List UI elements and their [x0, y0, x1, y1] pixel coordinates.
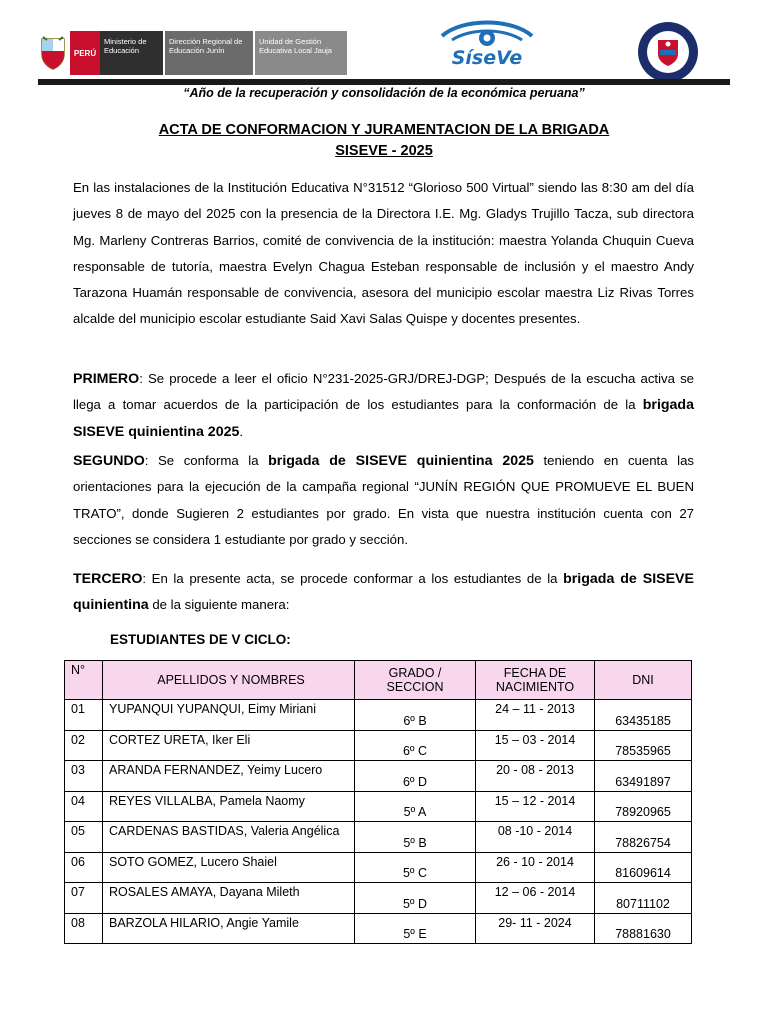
ministerio-label: Ministerio de Educación: [100, 31, 163, 75]
table-header-row: [65, 661, 692, 700]
cell-n: 02: [65, 730, 103, 761]
cell-grado: 5º B: [355, 822, 476, 853]
cell-fecha: 12 – 06 - 2014: [476, 883, 595, 914]
header-grado-line1: GRADO /: [388, 666, 442, 680]
cell-dni: 78920965: [595, 791, 692, 822]
primero-label: PRIMERO: [73, 371, 140, 387]
cell-fecha: 15 – 03 - 2014: [476, 730, 595, 761]
segundo-bold: brigada de SISEVE quinientina 2025: [268, 453, 534, 469]
dre-label: Dirección Regional de Educación Junín: [165, 31, 253, 75]
table-row: [65, 730, 692, 761]
tercero-text-2: de la siguiente manera:: [148, 597, 290, 613]
primero-paragraph: [73, 366, 694, 445]
peru-shield-icon: [38, 31, 68, 75]
cell-grado: 6º D: [355, 761, 476, 792]
table-row: [65, 883, 692, 914]
section-subheading: ESTUDIANTES DE V CICLO:: [110, 632, 291, 647]
cell-dni: 63435185: [595, 700, 692, 731]
header-dni: DNI: [595, 661, 692, 700]
ugel-label: Unidad de Gestión Educativa Local Jauja: [255, 31, 347, 75]
cell-name: ARANDA FERNANDEZ, Yeimy Lucero: [103, 761, 355, 792]
table-row: [65, 852, 692, 883]
cell-name: YUPANQUI YUPANQUI, Eimy Miriani: [103, 700, 355, 731]
table-row: [65, 913, 692, 944]
cell-n: 05: [65, 822, 103, 853]
minedu-logo: [38, 31, 347, 75]
cell-name: BARZOLA HILARIO, Angie Yamile: [103, 913, 355, 944]
cell-grado: 6º B: [355, 700, 476, 731]
header-fecha-line2: NACIMIENTO: [495, 680, 575, 694]
cell-grado: 5º C: [355, 852, 476, 883]
cell-grado: 5º A: [355, 791, 476, 822]
cell-grado: 5º E: [355, 913, 476, 944]
letterhead: [38, 28, 730, 82]
header-fecha-line1: FECHA DE: [503, 666, 567, 680]
tercero-bold: brigada de SISEVE quinientina: [73, 571, 694, 614]
cell-n: 07: [65, 883, 103, 914]
header-grado: [355, 661, 476, 700]
table-row: [65, 822, 692, 853]
cell-dni: 78535965: [595, 730, 692, 761]
tercero-text-1: : En la presente acta, se procede conformar a los estudiantes de la: [142, 571, 564, 586]
table-row: [65, 700, 692, 731]
cell-n: 04: [65, 791, 103, 822]
cell-fecha: 24 – 11 - 2013: [476, 700, 595, 731]
siseve-wordmark: SíseVe: [451, 47, 523, 69]
cell-fecha: 15 – 12 - 2014: [476, 791, 595, 822]
year-motto: “Año de la recuperación y consolidación de la económica peruana”: [183, 86, 585, 100]
cell-name: SOTO GOMEZ, Lucero Shaiel: [103, 852, 355, 883]
header-n: N°: [65, 661, 103, 700]
segundo-paragraph: [73, 448, 694, 553]
cell-n: 01: [65, 700, 103, 731]
header-fecha: [476, 661, 595, 700]
school-seal-icon: [636, 20, 700, 84]
header-name: APELLIDOS Y NOMBRES: [103, 661, 355, 700]
header-rule: [38, 79, 730, 85]
title-line-2: SISEVE - 2025: [335, 143, 433, 159]
document-title: [0, 120, 768, 162]
table-row: [65, 791, 692, 822]
primero-text: : Se procede a leer el oficio N°231-2025-GRJ/DREJ-DGP; Después de la escucha activa se llega a tomar acuerdos de la participación de los estudiantes para la conformación de la: [73, 371, 694, 413]
peru-label: PERÚ: [70, 31, 100, 75]
table-row: [65, 761, 692, 792]
cell-name: ROSALES AMAYA, Dayana Mileth: [103, 883, 355, 914]
students-table: [64, 660, 692, 944]
siseve-logo: [434, 20, 540, 78]
cell-n: 08: [65, 913, 103, 944]
segundo-label: SEGUNDO: [73, 453, 145, 469]
cell-dni: 78881630: [595, 913, 692, 944]
intro-paragraph: En las instalaciones de la Institución Educativa N°31512 “Glorioso 500 Virtual” siendo las 8:30 am del día jueves 8 de mayo del 2025 con la presencia de la Directora I.E. Mg. Gladys Trujillo Tacza, sub directora Mg. Marleny Contreras Barrios, comité de convivencia de la institución: maestra Yolanda Chuquin Cueva responsable de tutoría, maestra Evelyn Chagua Esteban responsable de inclusión y el maestro Andy Tarazona Huamán responsable de convivencia, asesora del municipio escolar maestra Liz Rivas Torres alcalde del municipio escolar estudiante Said Xavi Salas Quispe y docentes presentes.: [73, 180, 694, 327]
cell-dni: 80711102: [595, 883, 692, 914]
cell-name: CORTEZ URETA, Iker Eli: [103, 730, 355, 761]
cell-fecha: 20 - 08 - 2013: [476, 761, 595, 792]
cell-dni: 78826754: [595, 822, 692, 853]
cell-name: REYES VILLALBA, Pamela Naomy: [103, 791, 355, 822]
cell-name: CARDENAS BASTIDAS, Valeria Angélica: [103, 822, 355, 853]
primero-bold: brigada SISEVE quinientina 2025: [73, 397, 694, 440]
tercero-paragraph: [73, 566, 694, 619]
cell-dni: 63491897: [595, 761, 692, 792]
cell-fecha: 29- 11 - 2024: [476, 913, 595, 944]
header-grado-line2: SECCION: [386, 680, 444, 694]
title-line-1: ACTA DE CONFORMACION Y JURAMENTACION DE LA BRIGADA: [158, 122, 610, 138]
segundo-text-2: teniendo en cuenta las orientaciones para la ejecución de la campaña regional “JUNÍN REGIÓN QUE PROMUEVE EL BUEN TRATO”, donde Sugieren 2 estudiantes por grado. En vista que nuestra institución cuenta con 27 secciones se considera 1 estudiante por grado y sección.: [73, 453, 694, 547]
tercero-label: TERCERO: [73, 571, 143, 587]
cell-n: 03: [65, 761, 103, 792]
cell-fecha: 08 -10 - 2014: [476, 822, 595, 853]
primero-end: .: [239, 423, 244, 439]
cell-fecha: 26 - 10 - 2014: [476, 852, 595, 883]
cell-grado: 5º D: [355, 883, 476, 914]
cell-dni: 81609614: [595, 852, 692, 883]
segundo-text-1: : Se conforma la: [144, 453, 269, 468]
cell-grado: 6º C: [355, 730, 476, 761]
cell-n: 06: [65, 852, 103, 883]
